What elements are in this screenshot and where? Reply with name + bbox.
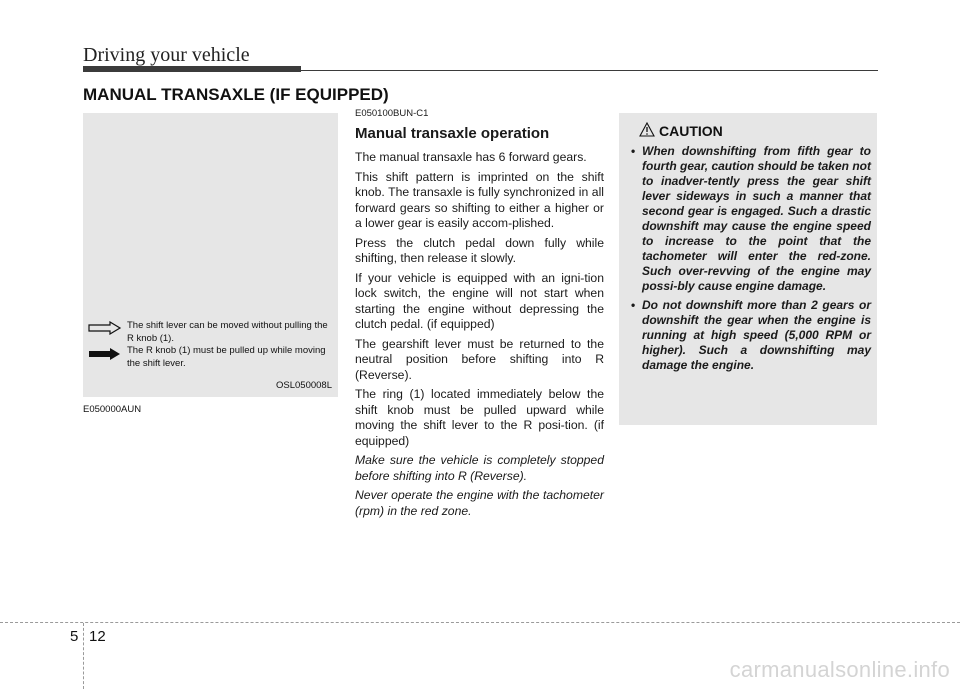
figure-caption-code: E050000AUN bbox=[83, 404, 142, 415]
chapter-number: 5 bbox=[70, 628, 79, 645]
paragraph: The manual transaxle has 6 forward gears. bbox=[355, 150, 587, 164]
solid-arrow-icon bbox=[88, 347, 122, 361]
caution-list bbox=[629, 144, 871, 377]
footer-vertical-divider bbox=[83, 623, 84, 689]
outline-arrow-icon bbox=[88, 321, 122, 335]
footer-divider bbox=[0, 622, 960, 623]
figure-legend bbox=[127, 320, 337, 370]
section-code: E050100BUN-C1 bbox=[355, 108, 429, 119]
watermark: carmanualsonline.info bbox=[729, 657, 950, 682]
paragraph: The gearshift lever must be returned to the neutral position before shifting into R (Reverse). bbox=[355, 336, 604, 382]
paragraph: Press the clutch pedal down fully while shifting, then release it slowly. bbox=[355, 235, 604, 265]
paragraph: This shift pattern is imprinted on the shift knob. The transaxle is fully synchronized in all forward gears so shifting to either a higher or a lower gear is easily accom-plished. bbox=[355, 169, 604, 230]
caution-box bbox=[619, 113, 877, 425]
figure-code: OSL050008L bbox=[276, 380, 332, 391]
paragraph: The ring (1) located immediately below the shift knob must be pulled upward while moving the shift lever to the R posi-tion. (if equipped) bbox=[355, 387, 604, 448]
page-heading: MANUAL TRANSAXLE (IF EQUIPPED) bbox=[83, 85, 389, 104]
warning-triangle-icon bbox=[639, 122, 655, 137]
page-number: 12 bbox=[89, 628, 106, 645]
legend-line-1: The shift lever can be moved without pulling the R knob (1). bbox=[127, 320, 328, 344]
legend-line-2: The R knob (1) must be pulled up while moving the shift lever. bbox=[127, 345, 326, 369]
caution-title: CAUTION bbox=[659, 123, 723, 139]
section-title: Driving your vehicle bbox=[83, 44, 250, 66]
paragraph: If your vehicle is equipped with an igni-tion lock switch, the engine will not start when starting the engine without depressing the clutch pedal. (if equipped) bbox=[355, 270, 604, 331]
italic-note: Make sure the vehicle is completely stopped before shifting into R (Reverse). bbox=[355, 453, 604, 483]
italic-note: Never operate the engine with the tachometer (rpm) in the red zone. bbox=[355, 488, 604, 518]
caution-item: • Do not downshift more than 2 gears or downshift the gear when the engine is running at high speed (5,000 RPM or higher). Such a downshifting may damage the engine. bbox=[629, 298, 871, 373]
header-rule-thick bbox=[83, 66, 301, 72]
header-rule-thin bbox=[301, 70, 878, 71]
caution-item: • When downshifting from fifth gear to fourth gear, caution should be taken not to inadver-tently press the gear shift lever sideways in such a manner that second gear is engaged. Such a drastic downshift may cause the engine speed to increase to the point that the tachometer will enter the red-zone. Such over-revving of the engine may possi-bly cause engine damage. bbox=[629, 144, 871, 294]
shift-lever-figure bbox=[83, 113, 338, 397]
subheading: Manual transaxle operation bbox=[355, 125, 550, 142]
operation-column bbox=[355, 108, 604, 523]
